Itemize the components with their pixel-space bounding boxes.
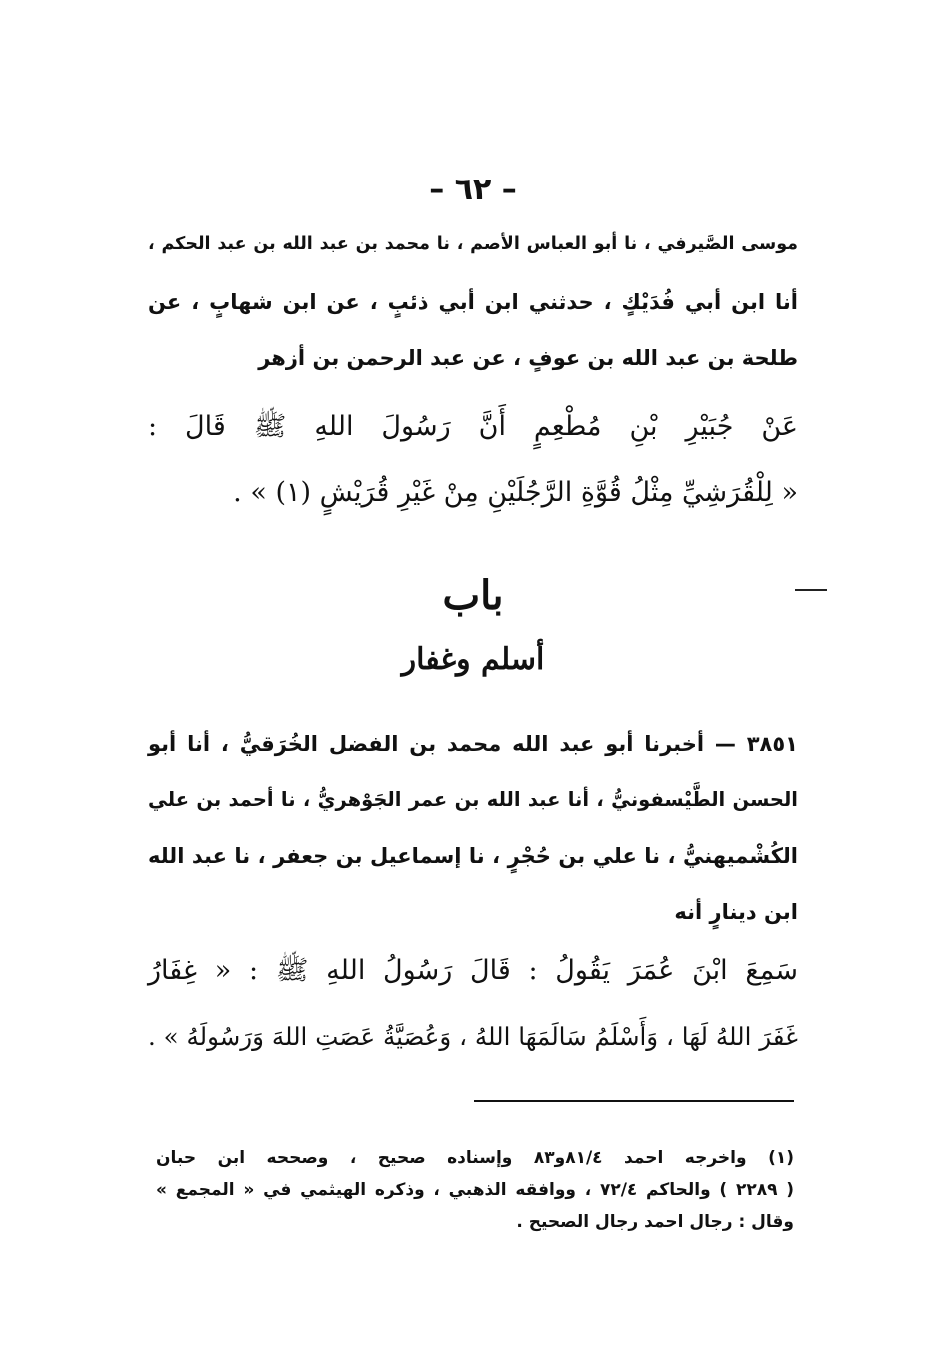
text-line: الكُشْميهنيُّ ، نا علي بن حُجْرٍ ، نا إسماعيل بن جعفر ، نا عبد الله xyxy=(148,844,798,868)
text-line: ابن دينارٍ أنه xyxy=(674,900,798,924)
chapter-heading: باب xyxy=(442,572,504,619)
footnote-line: ( ٢٢٨٩ ) والحاكم ٧٢/٤ ، ووافقه الذهبي ، وذكره الهيثمي في « المجمع » xyxy=(156,1180,794,1200)
footnote-line: (١) واخرجه احمد ٨١/٤و٨٣ وإسناده صحيح ، وصححه ابن حبان xyxy=(156,1148,795,1168)
hadith-line: سَمِعَ ابْنَ عُمَرَ يَقُولُ : قَالَ رَسُولُ اللهِ ﷺ : « غِفَارُ xyxy=(148,955,798,986)
footnote-separator xyxy=(474,1100,794,1102)
text-line: موسى الصَّيرفي ، نا أبو العباس الأصم ، نا محمد بن عبد الله بن عبد الحكم ، xyxy=(148,234,798,254)
page-number: – ٦٢ – xyxy=(429,172,517,207)
text-line: طلحة بن عبد الله بن عوفٍ ، عن عبد الرحمن بن أزهر xyxy=(258,346,798,370)
footnote-line: وقال : رجال احمد رجال الصحيح . xyxy=(516,1212,794,1232)
hadith-line: « لِلْقُرَشِيِّ مِثْلُ قُوَّةِ الرَّجُلَيْنِ مِنْ غَيْرِ قُرَيْشٍ (١) » . xyxy=(233,477,798,508)
text-line: الحسن الطَّيْسفونيُّ ، أنا عبد الله بن عمر الجَوْهريُّ ، نا أحمد بن علي xyxy=(148,788,798,811)
hadith-line: عَنْ جُبَيْرِ بْنِ مُطْعِمٍ أَنَّ رَسُولَ اللهِ ﷺ قَالَ : xyxy=(148,411,798,442)
hadith-line: غَفَرَ اللهُ لَهَا ، وَأَسْلَمُ سَالَمَهَا اللهُ ، وَعُصَيَّةُ عَصَتِ اللهَ وَرَسُولَهُ » . xyxy=(148,1022,798,1051)
text-line: ٣٨٥١ — أخبرنا أبو عبد الله محمد بن الفضل الخُرَقيُّ ، أنا أبو xyxy=(148,732,798,756)
chapter-title: أسلم وغفار xyxy=(401,642,545,677)
text-line: أنا ابن أبي فُدَيْكٍ ، حدثني ابن أبي ذئبٍ ، عن ابن شهابٍ ، عن xyxy=(148,290,798,314)
